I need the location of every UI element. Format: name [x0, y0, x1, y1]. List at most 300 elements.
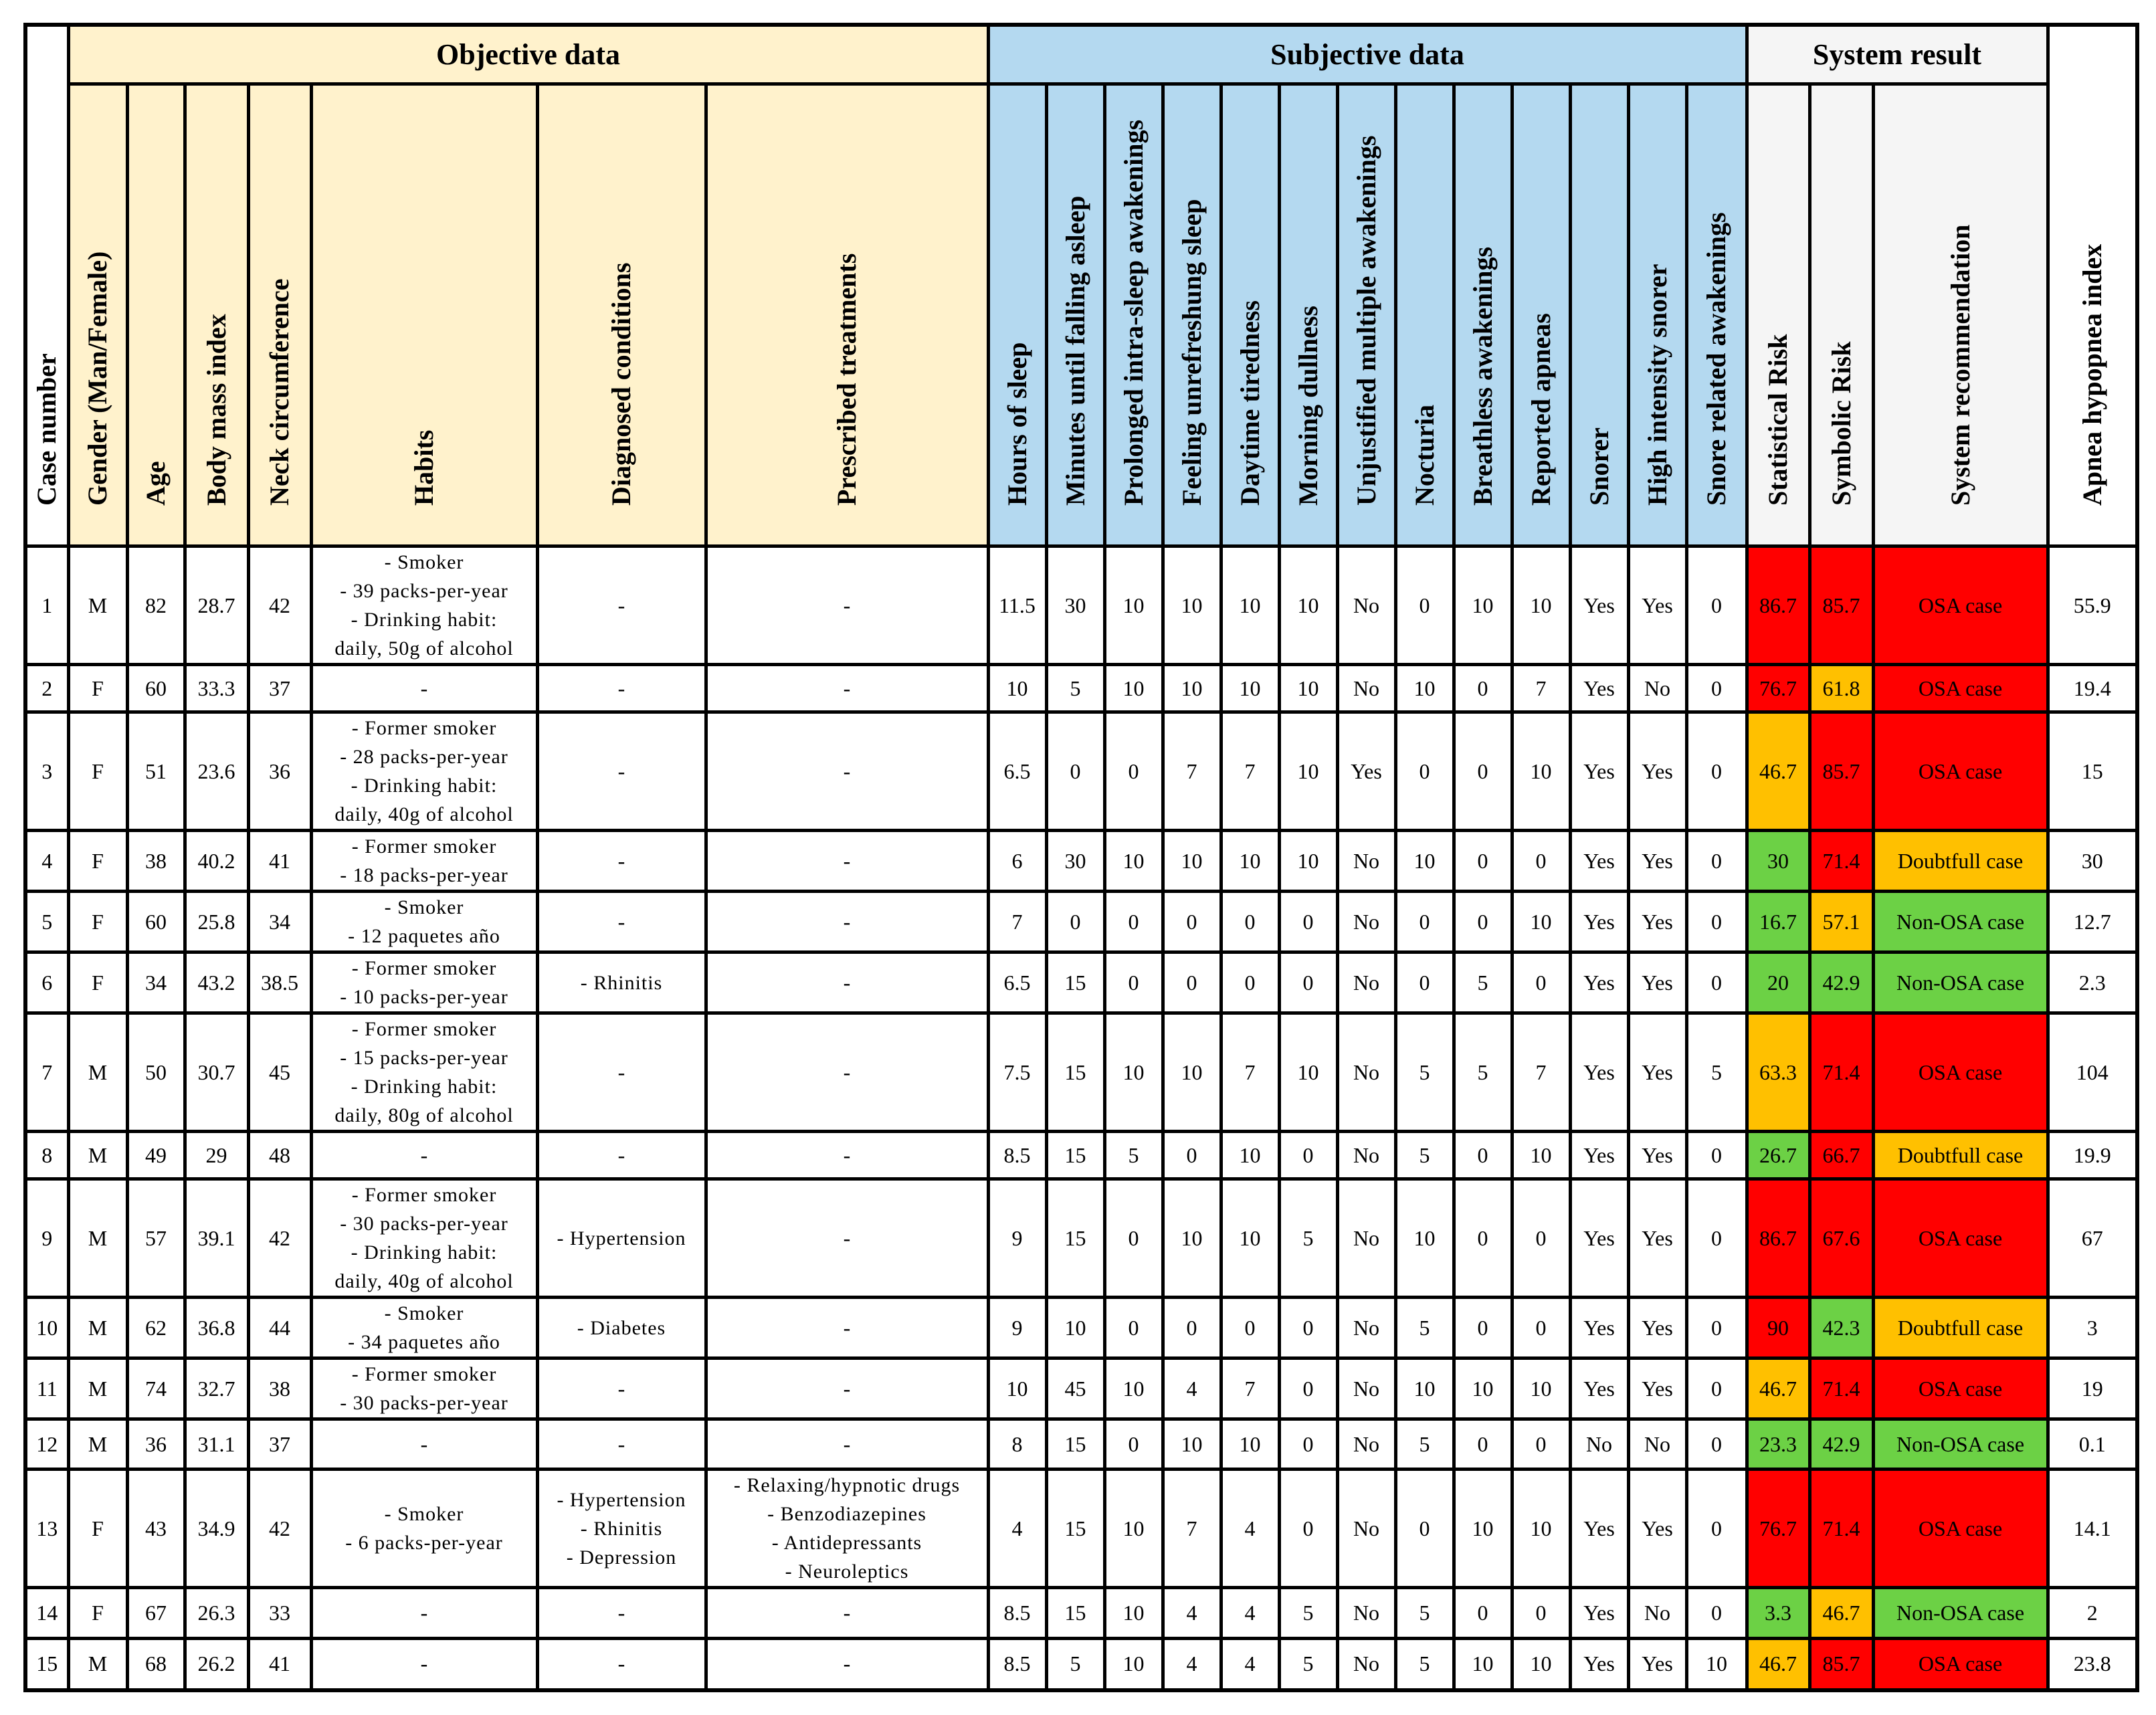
symbolic-risk-cell: 46.7 [1809, 1588, 1873, 1639]
minutes-asleep-cell: 0 [1046, 892, 1104, 952]
daytime-tiredness-cell: 4 [1221, 1470, 1279, 1588]
minutes-asleep-cell: 15 [1046, 1179, 1104, 1298]
high-intensity-snorer-cell: Yes [1628, 831, 1686, 892]
age-cell: 67 [127, 1588, 185, 1639]
morning-dullness-cell: 10 [1279, 546, 1337, 665]
daytime-tiredness-cell: 4 [1221, 1639, 1279, 1690]
neck-circumference-cell: 45 [248, 1013, 311, 1132]
header-recommendation [1873, 84, 2048, 546]
neck-circumference-cell: 42 [248, 546, 311, 665]
table-row [25, 1013, 2137, 1132]
unjustified-awakenings-cell: No [1337, 1358, 1395, 1419]
nocturia-cell: 0 [1395, 712, 1454, 831]
reported-apneas-cell: 0 [1512, 952, 1570, 1013]
snorer-cell: Yes [1570, 952, 1628, 1013]
header-habits [311, 84, 537, 546]
gender-cell: M [68, 1639, 127, 1690]
snorer-cell: Yes [1570, 892, 1628, 952]
apnea-hypopnea-index-cell: 15 [2048, 712, 2137, 831]
gender-cell: M [68, 1419, 127, 1470]
system-recommendation-cell: OSA case [1873, 1639, 2048, 1690]
prescribed-treatments-cell: - [706, 665, 988, 712]
diagnosed-conditions-cell: - [537, 1132, 706, 1179]
habits-cell [311, 1470, 537, 1588]
gender-cell: M [68, 1132, 127, 1179]
habits-cell: - [311, 1132, 537, 1179]
age-cell: 57 [127, 1179, 185, 1298]
unjustified-awakenings-cell: Yes [1337, 712, 1395, 831]
neck-circumference-cell: 41 [248, 1639, 311, 1690]
header-prolonged-awakenings [1104, 84, 1163, 546]
table-row [25, 1419, 2137, 1470]
prescribed-treatments-cell: - [706, 1298, 988, 1358]
header-statistical-risk-label: Statistical Risk [1763, 334, 1793, 506]
prescribed-treatments-cell: - [706, 546, 988, 665]
header-ahi-label: Apnea hypopnea index [2076, 243, 2107, 506]
hours-sleep-cell: 7.5 [988, 1013, 1046, 1132]
header-breathless-awakenings [1454, 84, 1512, 546]
snore-awakenings-cell: 0 [1686, 1179, 1747, 1298]
snorer-cell: Yes [1570, 1179, 1628, 1298]
morning-dullness-cell: 10 [1279, 712, 1337, 831]
unjustified-awakenings-cell: No [1337, 665, 1395, 712]
habits-cell-line: - Former smoker [351, 1184, 497, 1206]
nocturia-cell: 0 [1395, 892, 1454, 952]
prescribed-treatments-cell: - [706, 952, 988, 1013]
prescribed-treatments-cell-line: - Benzodiazepines [767, 1503, 926, 1525]
gender-cell: F [68, 831, 127, 892]
symbolic-risk-cell: 42.9 [1809, 1419, 1873, 1470]
statistical-risk-cell: 86.7 [1747, 546, 1809, 665]
apnea-hypopnea-index-cell: 55.9 [2048, 546, 2137, 665]
snorer-cell: No [1570, 1419, 1628, 1470]
habits-cell [311, 831, 537, 892]
breathless-awakenings-cell: 0 [1454, 1419, 1512, 1470]
habits-cell-line: daily, 50g of alcohol [334, 637, 514, 660]
system-recommendation-cell: OSA case [1873, 1358, 2048, 1419]
daytime-tiredness-cell: 10 [1221, 1419, 1279, 1470]
reported-apneas-cell: 0 [1512, 831, 1570, 892]
symbolic-risk-cell: 71.4 [1809, 831, 1873, 892]
prescribed-treatments-cell-line: - Antidepressants [771, 1532, 922, 1554]
daytime-tiredness-cell: 0 [1221, 1298, 1279, 1358]
system-recommendation-cell: Non-OSA case [1873, 952, 2048, 1013]
diagnosed-conditions-cell: - [537, 712, 706, 831]
unjustified-awakenings-cell: No [1337, 546, 1395, 665]
nocturia-cell: 10 [1395, 1179, 1454, 1298]
prescribed-treatments-cell-line: - Relaxing/hypnotic drugs [733, 1474, 961, 1496]
bmi-cell: 30.7 [185, 1013, 248, 1132]
minutes-asleep-cell: 5 [1046, 665, 1104, 712]
diagnosed-conditions-cell [537, 952, 706, 1013]
table-row [25, 952, 2137, 1013]
age-cell: 74 [127, 1358, 185, 1419]
high-intensity-snorer-cell: No [1628, 1588, 1686, 1639]
reported-apneas-cell: 7 [1512, 665, 1570, 712]
daytime-tiredness-cell: 10 [1221, 665, 1279, 712]
neck-circumference-cell: 37 [248, 665, 311, 712]
prolonged-awakenings-cell: 0 [1104, 1179, 1163, 1298]
header-snorer [1570, 84, 1628, 546]
hours-sleep-cell: 9 [988, 1179, 1046, 1298]
case-number-cell: 3 [25, 712, 68, 831]
hours-sleep-cell: 6 [988, 831, 1046, 892]
diagnosed-conditions-cell [537, 1298, 706, 1358]
statistical-risk-cell: 16.7 [1747, 892, 1809, 952]
header-reported-apneas [1512, 84, 1570, 546]
unrefreshing-sleep-cell: 10 [1163, 1013, 1221, 1132]
header-unrefreshing-sleep [1163, 84, 1221, 546]
bmi-cell: 32.7 [185, 1358, 248, 1419]
gender-cell: F [68, 952, 127, 1013]
prolonged-awakenings-cell: 5 [1104, 1132, 1163, 1179]
hours-sleep-cell: 8.5 [988, 1132, 1046, 1179]
hours-sleep-cell: 9 [988, 1298, 1046, 1358]
age-cell: 38 [127, 831, 185, 892]
prolonged-awakenings-cell: 10 [1104, 546, 1163, 665]
unjustified-awakenings-cell: No [1337, 952, 1395, 1013]
nocturia-cell: 5 [1395, 1419, 1454, 1470]
snorer-cell: Yes [1570, 1588, 1628, 1639]
apnea-hypopnea-index-cell: 12.7 [2048, 892, 2137, 952]
header-case-number [25, 25, 68, 546]
case-number-cell: 11 [25, 1358, 68, 1419]
prescribed-treatments-cell: - [706, 712, 988, 831]
diagnosed-conditions-cell-line: - Rhinitis [580, 971, 663, 994]
case-number-cell: 10 [25, 1298, 68, 1358]
high-intensity-snorer-cell: Yes [1628, 546, 1686, 665]
habits-cell-line: - Former smoker [351, 835, 497, 858]
header-high-intensity-snorer [1628, 84, 1686, 546]
diagnosed-conditions-cell: - [537, 546, 706, 665]
diagnosed-conditions-cell: - [537, 1639, 706, 1690]
prolonged-awakenings-cell: 10 [1104, 1358, 1163, 1419]
unjustified-awakenings-cell: No [1337, 1013, 1395, 1132]
header-neck-label: Neck circumference [264, 278, 294, 506]
habits-cell-line: - Smoker [384, 896, 464, 918]
habits-cell [311, 952, 537, 1013]
bmi-cell: 36.8 [185, 1298, 248, 1358]
header-minutes-asleep-label: Minutes until falling asleep [1060, 195, 1090, 506]
morning-dullness-cell: 5 [1279, 1179, 1337, 1298]
unrefreshing-sleep-cell: 0 [1163, 892, 1221, 952]
header-unjustified-awakenings-label: Unjustified multiple awakenings [1351, 135, 1381, 506]
header-bmi-label: Body mass index [201, 314, 231, 506]
nocturia-cell: 0 [1395, 1470, 1454, 1588]
statistical-risk-cell: 46.7 [1747, 1639, 1809, 1690]
hours-sleep-cell: 8.5 [988, 1639, 1046, 1690]
daytime-tiredness-cell: 7 [1221, 1013, 1279, 1132]
case-number-cell: 1 [25, 546, 68, 665]
unrefreshing-sleep-cell: 7 [1163, 1470, 1221, 1588]
nocturia-cell: 0 [1395, 952, 1454, 1013]
snore-awakenings-cell: 5 [1686, 1013, 1747, 1132]
symbolic-risk-cell: 57.1 [1809, 892, 1873, 952]
prolonged-awakenings-cell: 0 [1104, 892, 1163, 952]
statistical-risk-cell: 26.7 [1747, 1132, 1809, 1179]
unrefreshing-sleep-cell: 10 [1163, 665, 1221, 712]
header-unjustified-awakenings [1337, 84, 1395, 546]
header-diagnosed [537, 84, 706, 546]
high-intensity-snorer-cell: No [1628, 1419, 1686, 1470]
snore-awakenings-cell: 0 [1686, 952, 1747, 1013]
habits-cell [311, 1179, 537, 1298]
table-row [25, 831, 2137, 892]
header-snore-awakenings [1686, 84, 1747, 546]
bmi-cell: 26.3 [185, 1588, 248, 1639]
statistical-risk-cell: 76.7 [1747, 1470, 1809, 1588]
habits-cell-line: daily, 40g of alcohol [334, 1270, 514, 1292]
reported-apneas-cell: 10 [1512, 1639, 1570, 1690]
hours-sleep-cell: 6.5 [988, 712, 1046, 831]
habits-cell-line: - 28 packs-per-year [340, 746, 508, 768]
apnea-hypopnea-index-cell: 19 [2048, 1358, 2137, 1419]
reported-apneas-cell: 10 [1512, 1132, 1570, 1179]
habits-cell: - [311, 665, 537, 712]
daytime-tiredness-cell: 4 [1221, 1588, 1279, 1639]
habits-cell-line: - 18 packs-per-year [340, 864, 508, 886]
symbolic-risk-cell: 71.4 [1809, 1013, 1873, 1132]
statistical-risk-cell: 90 [1747, 1298, 1809, 1358]
header-recommendation-label: System recommendation [1945, 224, 1975, 506]
habits-cell-line: daily, 40g of alcohol [334, 803, 514, 825]
habits-cell-line: - 39 packs-per-year [340, 580, 508, 602]
unrefreshing-sleep-cell: 10 [1163, 1419, 1221, 1470]
header-nocturia [1395, 84, 1454, 546]
breathless-awakenings-cell: 0 [1454, 712, 1512, 831]
prescribed-treatments-cell: - [706, 1419, 988, 1470]
header-habits-label: Habits [409, 429, 439, 506]
unrefreshing-sleep-cell: 0 [1163, 1132, 1221, 1179]
breathless-awakenings-cell: 0 [1454, 665, 1512, 712]
case-number-cell: 5 [25, 892, 68, 952]
header-unrefreshing-sleep-label: Feeling unrefreshung sleep [1176, 199, 1207, 506]
high-intensity-snorer-cell: No [1628, 665, 1686, 712]
apnea-hypopnea-index-cell: 3 [2048, 1298, 2137, 1358]
system-recommendation-cell: Doubtfull case [1873, 1132, 2048, 1179]
minutes-asleep-cell: 45 [1046, 1358, 1104, 1419]
minutes-asleep-cell: 30 [1046, 546, 1104, 665]
habits-cell [311, 1013, 537, 1132]
header-daytime-tiredness-label: Daytime tiredness [1234, 300, 1265, 506]
system-recommendation-cell: OSA case [1873, 1013, 2048, 1132]
unrefreshing-sleep-cell: 7 [1163, 712, 1221, 831]
morning-dullness-cell: 5 [1279, 1639, 1337, 1690]
high-intensity-snorer-cell: Yes [1628, 892, 1686, 952]
habits-cell-line: - 34 paquetes año [348, 1331, 500, 1353]
apnea-hypopnea-index-cell: 19.9 [2048, 1132, 2137, 1179]
system-recommendation-cell: Non-OSA case [1873, 1419, 2048, 1470]
prolonged-awakenings-cell: 0 [1104, 712, 1163, 831]
habits-cell [311, 1358, 537, 1419]
diagnosed-conditions-cell: - [537, 1358, 706, 1419]
minutes-asleep-cell: 15 [1046, 1013, 1104, 1132]
table-row [25, 665, 2137, 712]
header-neck [248, 84, 311, 546]
table-row [25, 1298, 2137, 1358]
symbolic-risk-cell: 66.7 [1809, 1132, 1873, 1179]
habits-cell-line: - 30 packs-per-year [340, 1392, 508, 1414]
table-row [25, 1358, 2137, 1419]
bmi-cell: 29 [185, 1132, 248, 1179]
minutes-asleep-cell: 5 [1046, 1639, 1104, 1690]
nocturia-cell: 5 [1395, 1588, 1454, 1639]
hours-sleep-cell: 4 [988, 1470, 1046, 1588]
header-age-label: Age [140, 461, 171, 506]
habits-cell-line: - Former smoker [351, 717, 497, 739]
statistical-risk-cell: 3.3 [1747, 1588, 1809, 1639]
high-intensity-snorer-cell: Yes [1628, 1358, 1686, 1419]
age-cell: 60 [127, 892, 185, 952]
diagnosed-conditions-cell-line: - Depression [566, 1546, 677, 1569]
morning-dullness-cell: 10 [1279, 831, 1337, 892]
snorer-cell: Yes [1570, 1013, 1628, 1132]
breathless-awakenings-cell: 10 [1454, 546, 1512, 665]
header-morning-dullness [1279, 84, 1337, 546]
snorer-cell: Yes [1570, 665, 1628, 712]
hours-sleep-cell: 6.5 [988, 952, 1046, 1013]
prescribed-treatments-cell: - [706, 1588, 988, 1639]
neck-circumference-cell: 48 [248, 1132, 311, 1179]
snore-awakenings-cell: 0 [1686, 1419, 1747, 1470]
diagnosed-conditions-cell: - [537, 665, 706, 712]
morning-dullness-cell: 10 [1279, 665, 1337, 712]
gender-cell: F [68, 1588, 127, 1639]
prescribed-treatments-cell: - [706, 831, 988, 892]
minutes-asleep-cell: 15 [1046, 1132, 1104, 1179]
age-cell: 62 [127, 1298, 185, 1358]
bmi-cell: 43.2 [185, 952, 248, 1013]
daytime-tiredness-cell: 7 [1221, 1358, 1279, 1419]
bmi-cell: 25.8 [185, 892, 248, 952]
header-statistical-risk [1747, 84, 1809, 546]
table-row [25, 892, 2137, 952]
prescribed-treatments-cell: - [706, 1639, 988, 1690]
morning-dullness-cell: 0 [1279, 1470, 1337, 1588]
habits-cell [311, 1298, 537, 1358]
age-cell: 50 [127, 1013, 185, 1132]
habits-cell-line: - Former smoker [351, 1018, 497, 1040]
breathless-awakenings-cell: 0 [1454, 1298, 1512, 1358]
diagnosed-conditions-cell-line: - Hypertension [557, 1227, 686, 1249]
header-prescribed-label: Prescribed treatments [831, 253, 862, 506]
habits-cell-line: - 6 packs-per-year [345, 1532, 503, 1554]
header-gender-label: Gender (Man/Female) [82, 251, 112, 506]
case-number-cell: 12 [25, 1419, 68, 1470]
system-recommendation-cell: OSA case [1873, 665, 2048, 712]
prescribed-treatments-cell-line: - Neuroleptics [785, 1560, 909, 1583]
diagnosed-conditions-cell-line: - Diabetes [577, 1316, 666, 1339]
system-recommendation-cell: Doubtfull case [1873, 1298, 2048, 1358]
table-row [25, 1588, 2137, 1639]
bmi-cell: 23.6 [185, 712, 248, 831]
habits-cell-line: - Drinking habit: [351, 775, 498, 797]
daytime-tiredness-cell: 0 [1221, 892, 1279, 952]
snorer-cell: Yes [1570, 1358, 1628, 1419]
bmi-cell: 31.1 [185, 1419, 248, 1470]
bmi-cell: 39.1 [185, 1179, 248, 1298]
header-symbolic-risk-label: Symbolic Risk [1826, 341, 1856, 506]
snorer-cell: Yes [1570, 1298, 1628, 1358]
bmi-cell: 40.2 [185, 831, 248, 892]
diagnosed-conditions-cell: - [537, 892, 706, 952]
apnea-hypopnea-index-cell: 14.1 [2048, 1470, 2137, 1588]
minutes-asleep-cell: 10 [1046, 1298, 1104, 1358]
breathless-awakenings-cell: 0 [1454, 892, 1512, 952]
daytime-tiredness-cell: 10 [1221, 1179, 1279, 1298]
daytime-tiredness-cell: 0 [1221, 952, 1279, 1013]
snore-awakenings-cell: 0 [1686, 1358, 1747, 1419]
snore-awakenings-cell: 0 [1686, 546, 1747, 665]
snore-awakenings-cell: 0 [1686, 892, 1747, 952]
reported-apneas-cell: 0 [1512, 1419, 1570, 1470]
prolonged-awakenings-cell: 0 [1104, 1298, 1163, 1358]
hours-sleep-cell: 10 [988, 1358, 1046, 1419]
habits-cell: - [311, 1639, 537, 1690]
system-recommendation-cell: Doubtfull case [1873, 831, 2048, 892]
unjustified-awakenings-cell: No [1337, 892, 1395, 952]
neck-circumference-cell: 42 [248, 1470, 311, 1588]
unrefreshing-sleep-cell: 10 [1163, 831, 1221, 892]
minutes-asleep-cell: 0 [1046, 712, 1104, 831]
nocturia-cell: 0 [1395, 546, 1454, 665]
unjustified-awakenings-cell: No [1337, 831, 1395, 892]
header-symbolic-risk [1809, 84, 1873, 546]
snorer-cell: Yes [1570, 1639, 1628, 1690]
high-intensity-snorer-cell: Yes [1628, 712, 1686, 831]
habits-cell-line: - Drinking habit: [351, 1076, 498, 1098]
habits-cell [311, 892, 537, 952]
prescribed-treatments-cell: - [706, 1358, 988, 1419]
unjustified-awakenings-cell: No [1337, 1179, 1395, 1298]
breathless-awakenings-cell: 0 [1454, 1588, 1512, 1639]
hours-sleep-cell: 8.5 [988, 1588, 1046, 1639]
reported-apneas-cell: 10 [1512, 546, 1570, 665]
header-minutes-asleep [1046, 84, 1104, 546]
prolonged-awakenings-cell: 10 [1104, 1470, 1163, 1588]
reported-apneas-cell: 10 [1512, 712, 1570, 831]
header-prescribed [706, 84, 988, 546]
unjustified-awakenings-cell: No [1337, 1298, 1395, 1358]
habits-cell-line: - Former smoker [351, 957, 497, 979]
breathless-awakenings-cell: 10 [1454, 1358, 1512, 1419]
habits-cell-line: - Smoker [384, 1503, 464, 1525]
case-number-cell: 8 [25, 1132, 68, 1179]
snore-awakenings-cell: 0 [1686, 665, 1747, 712]
reported-apneas-cell: 0 [1512, 1588, 1570, 1639]
prescribed-treatments-cell: - [706, 1179, 988, 1298]
unjustified-awakenings-cell: No [1337, 1588, 1395, 1639]
habits-cell-line: - 30 packs-per-year [340, 1213, 508, 1235]
age-cell: 34 [127, 952, 185, 1013]
morning-dullness-cell: 0 [1279, 1298, 1337, 1358]
case-number-cell: 15 [25, 1639, 68, 1690]
reported-apneas-cell: 7 [1512, 1013, 1570, 1132]
unjustified-awakenings-cell: No [1337, 1419, 1395, 1470]
unrefreshing-sleep-cell: 4 [1163, 1358, 1221, 1419]
minutes-asleep-cell: 15 [1046, 952, 1104, 1013]
symbolic-risk-cell: 67.6 [1809, 1179, 1873, 1298]
apnea-hypopnea-index-cell: 67 [2048, 1179, 2137, 1298]
hours-sleep-cell: 10 [988, 665, 1046, 712]
prolonged-awakenings-cell: 0 [1104, 952, 1163, 1013]
header-hours-sleep [988, 84, 1046, 546]
diagnosed-conditions-cell-line: - Rhinitis [580, 1517, 663, 1540]
habits-cell-line: - 12 paquetes año [348, 925, 500, 947]
daytime-tiredness-cell: 7 [1221, 712, 1279, 831]
snore-awakenings-cell: 0 [1686, 1588, 1747, 1639]
header-gender [68, 84, 127, 546]
